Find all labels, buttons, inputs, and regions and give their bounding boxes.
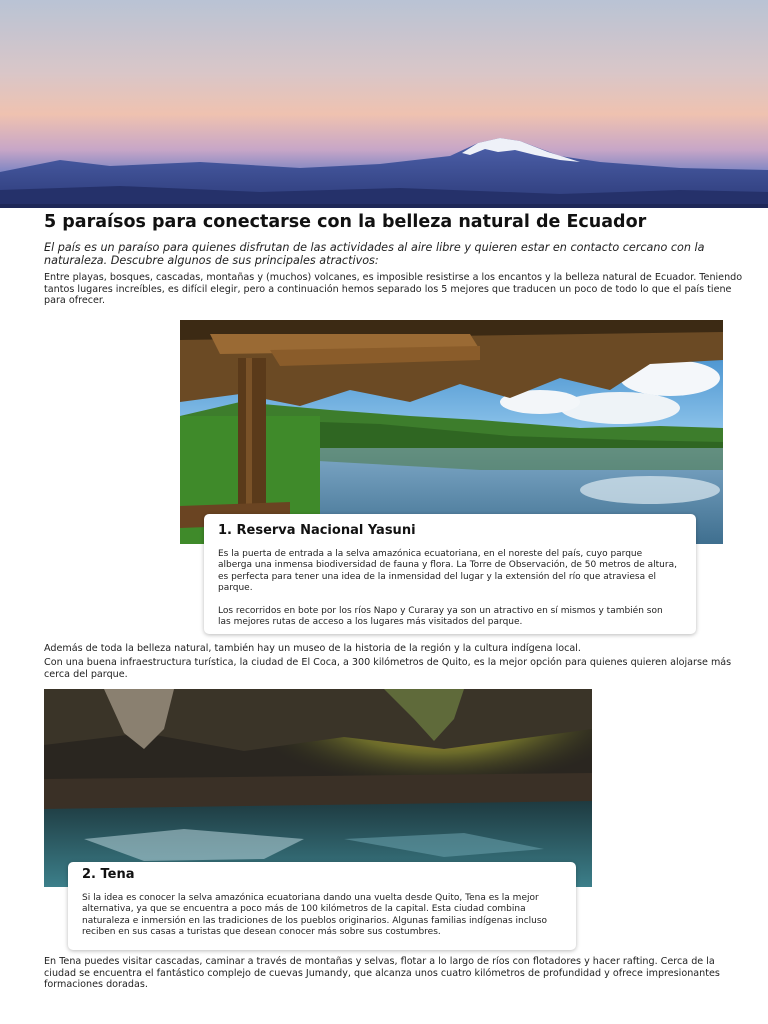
section-title: 2. Tena	[82, 867, 135, 882]
hero-image-volcano	[0, 0, 768, 208]
body-paragraph: En Tena puedes visitar cascadas, caminar a través de montañas y selvas, flotar a lo largo de ríos con flotadores y hacer rafting. Cerca de la ciudad se encuentra el fantástico complejo de cuevas Jumandy, que alcanza unos cuatro kilómetros de profundidad y ofrece impresionantes formaciones doradas.	[44, 956, 720, 991]
tena-cave-photo	[44, 689, 592, 887]
section-card-yasuni	[204, 514, 696, 634]
section-paragraph: Es la puerta de entrada a la selva amazónica ecuatoriana, en el noreste del país, cuyo parque alberga una inmensa biodiversidad de fauna y flora. La Torre de Observación, de 50 metros de altura, es perfecta para tener una idea de la inmensidad del lugar y la extensión del río que atraviesa el parque.	[218, 549, 677, 594]
article-subtitle: El país es un paraíso para quienes disfrutan de las actividades al aire libre y quieren estar en contacto cercano con la naturaleza. Descubre algunos de sus principales atractivos:	[44, 241, 705, 267]
article-intro: Entre playas, bosques, cascadas, montañas y (muchos) volcanes, es imposible resistirse a los encantos y la belleza natural de Ecuador. Teniendo tantos lugares increíbles, es difícil elegir, pero a continuación hemos separado los 5 mejores que traducen un poco de todo lo que el país tiene para ofrecer.	[44, 272, 743, 307]
section-body	[218, 549, 678, 639]
section-body	[82, 893, 558, 950]
section-card-tena	[68, 862, 576, 950]
body-paragraph: Con una buena infraestructura turística, la ciudad de El Coca, a 300 kilómetros de Quito, es la mejor opción para quienes quieren alojarse más cerca del parque.	[44, 657, 732, 680]
yasuni-river-photo	[180, 320, 723, 544]
section-title: 1. Reserva Nacional Yasuni	[218, 523, 416, 538]
section-paragraph: Los recorridos en bote por los ríos Napo y Curaray ya son un atractivo en sí mismos y también son las mejores rutas de acceso a los lugares más visitados del parque.	[218, 605, 663, 628]
section-paragraph: Si la idea es conocer la selva amazónica ecuatoriana dando una vuelta desde Quito, Tena es la mejor alternativa, ya que se encuentra a poco más de 100 kilómetros de la capital. Esta ciudad combina naturaleza e inmersión en las tradiciones de los pueblos originarios. Algunas familias indígenas incluso reciben en sus casas a turistas que desean conocer más sobre sus costumbres.	[82, 893, 548, 938]
article-title: 5 paraísos para conectarse con la belleza natural de Ecuador	[44, 212, 647, 232]
body-paragraph: Además de toda la belleza natural, también hay un museo de la historia de la región y la cultura indígena local.	[44, 643, 581, 654]
